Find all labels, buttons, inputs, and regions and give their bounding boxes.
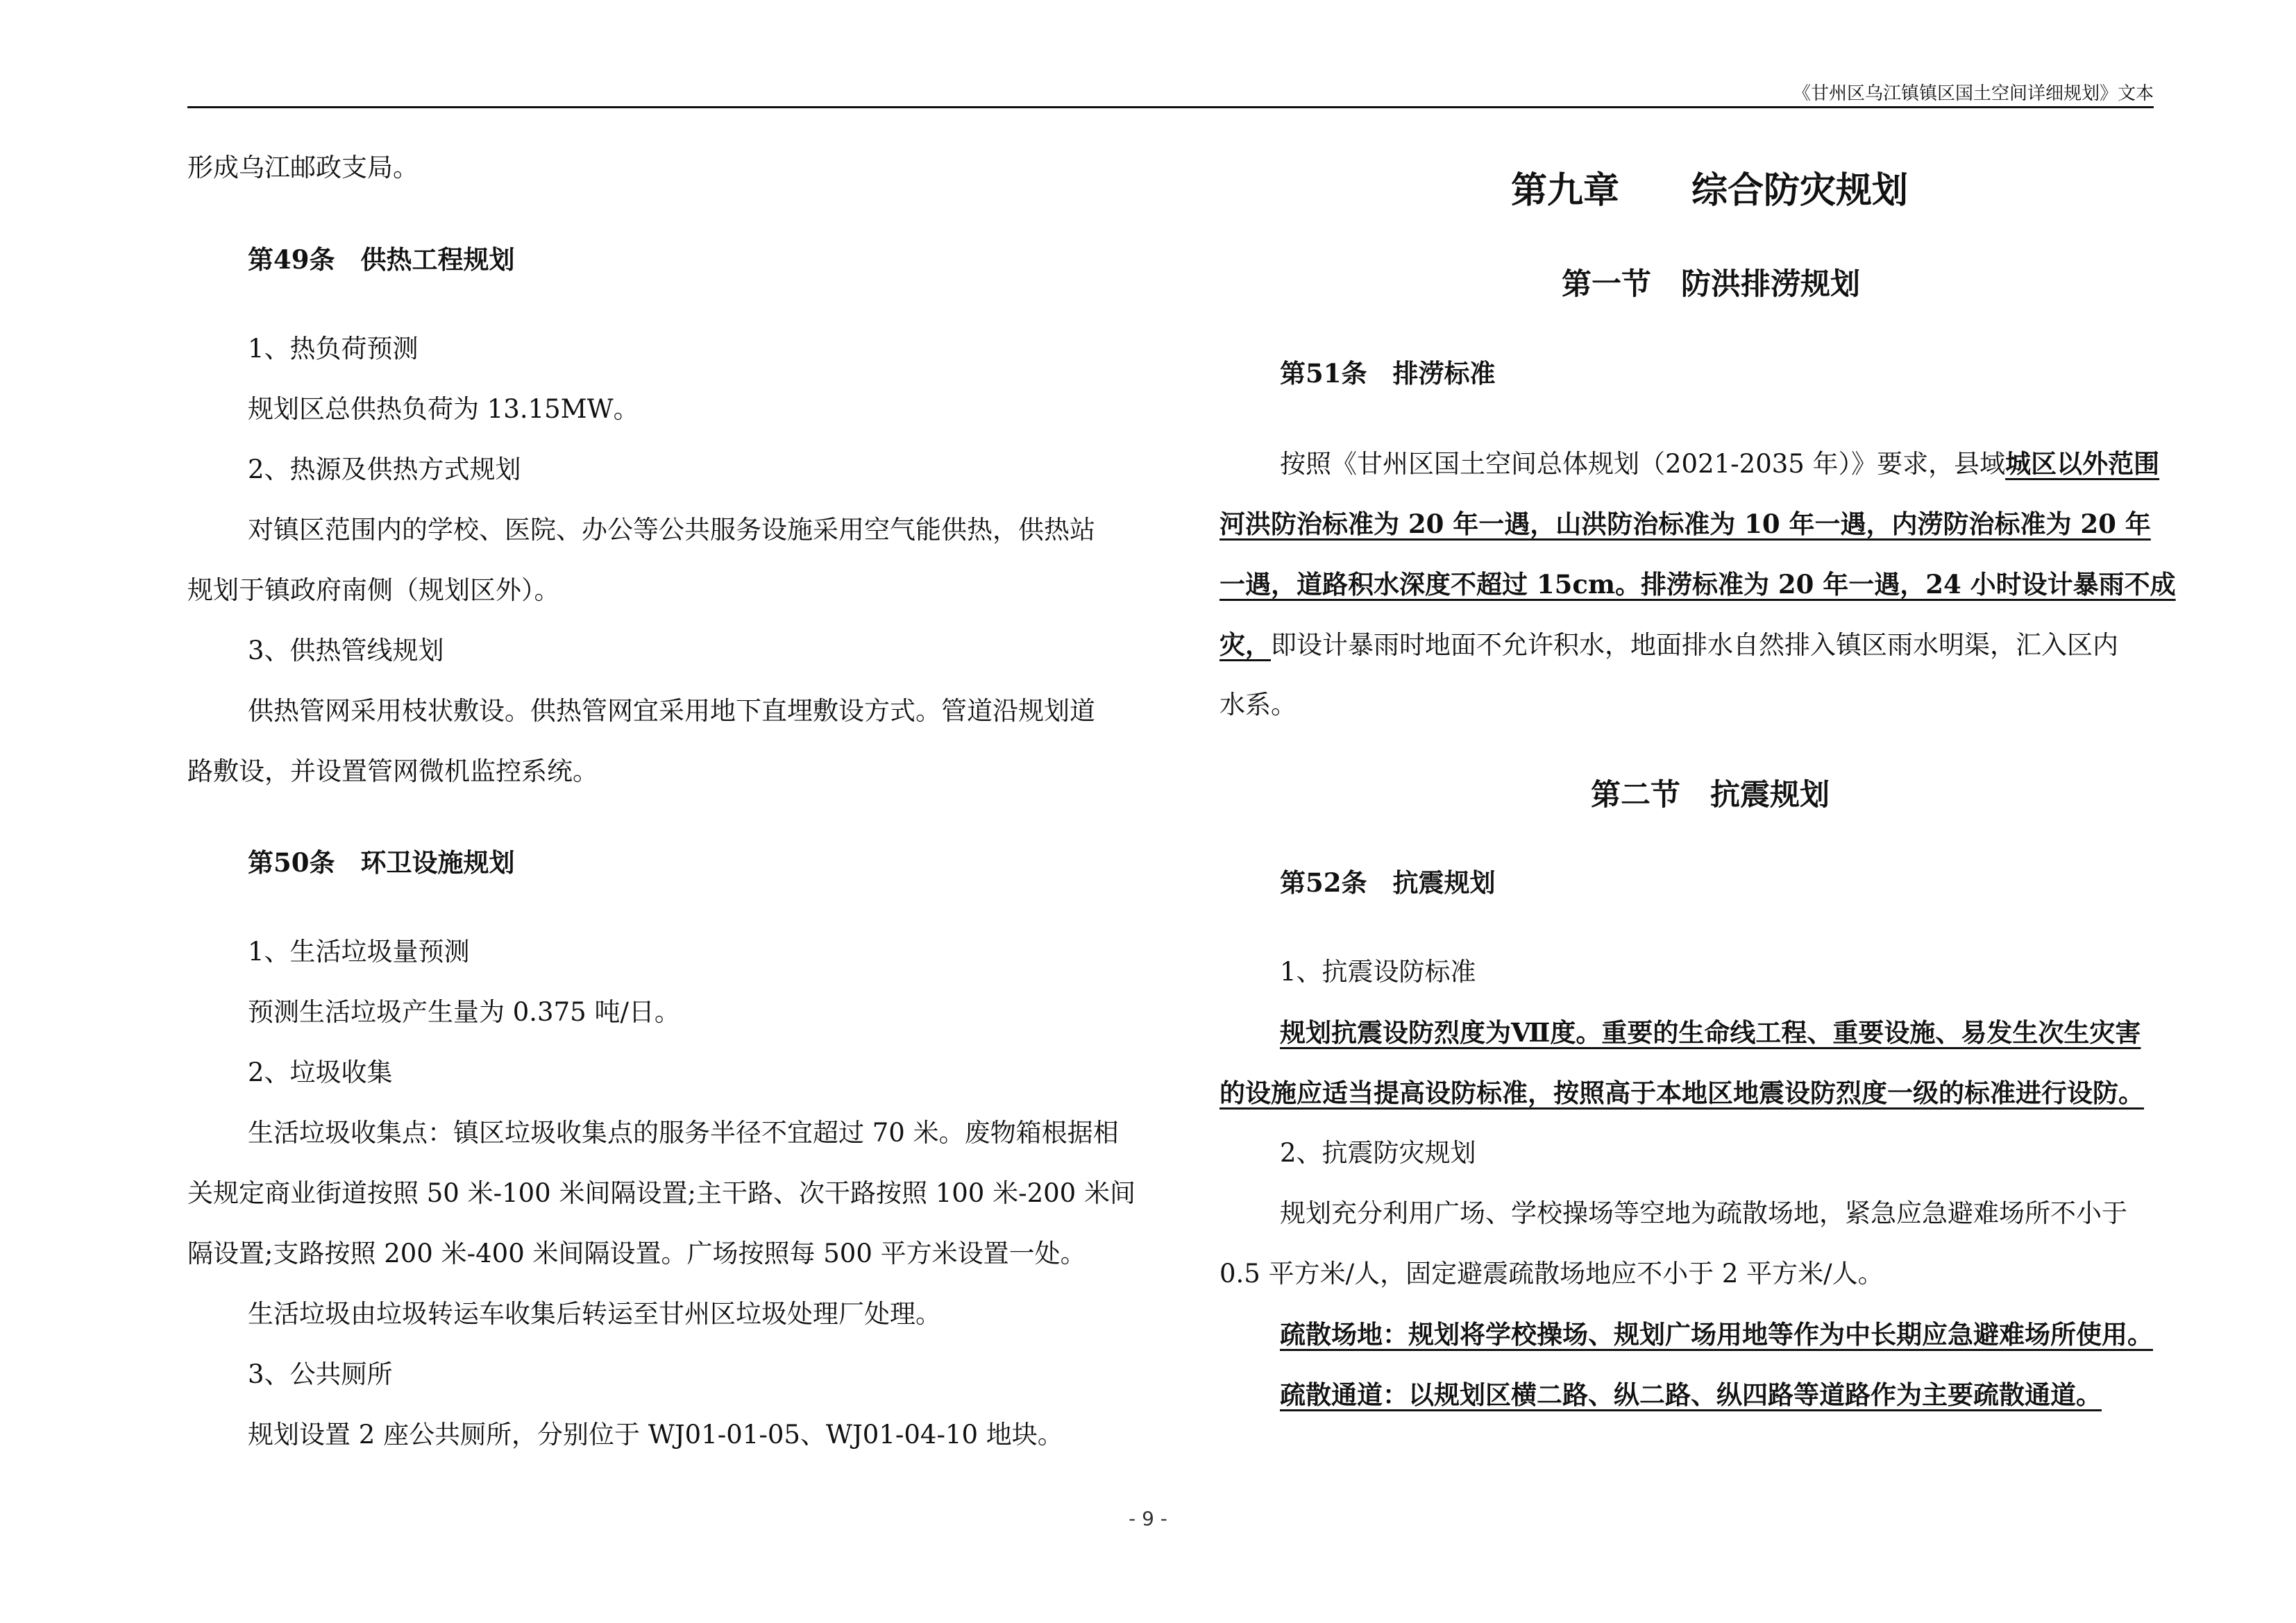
article-50-para-1: 预测生活垃圾产生量为 0.375 吨/日。 [248,997,680,1027]
article-49-para-3a: 供热管网采用枝状敷设。供热管网宜采用地下直埋敷设方式。管道沿规划道 [248,696,1095,726]
article-51-line-1-text: 按照《甘州区国土空间总体规划（2021-2035 年）》要求，县域 [1280,449,2006,479]
article-49-para-3b: 路敷设，并设置管网微机监控系统。 [187,756,598,786]
article-52-para-1: 规划充分利用广场、学校操场等空地为疏散场地，紧急应急避难场所不小于 [1280,1198,2127,1228]
article-50-title: 第50条 环卫设施规划 [248,847,515,878]
article-51-line-1 [1280,443,2159,485]
section-2-title: 第二节 抗震规划 [1591,778,1830,813]
article-50-para-2a: 生活垃圾收集点：镇区垃圾收集点的服务半径不宜超过 70 米。废物箱根据相 [248,1118,1119,1148]
document-header-title: 《甘州区乌江镇镇区国土空间详细规划》文本 [1792,83,2154,104]
article-52-emphasis-3-text: 疏散场地：规划将学校操场、规划广场用地等作为中长期应急避难场所使用。 [1280,1319,2153,1350]
article-52-emphasis-3 [1280,1314,2153,1356]
article-50-para-3: 规划设置 2 座公共厕所，分别位于 WJ01-01-05、WJ01-04-10 地块。 [248,1420,1063,1450]
section-1-title: 第一节 防洪排涝规划 [1562,267,1860,302]
article-52-heading-1: 1、抗震设防标准 [1280,957,1476,987]
article-51-title: 第51条 排涝标准 [1280,358,1496,389]
article-51-line-3 [1219,563,2176,606]
page-number: - 9 - [1129,1507,1167,1530]
article-52-emphasis-2-text: 的设施应适当提高设防标准，按照高于本地区地震设防烈度一级的标准进行设防。 [1219,1078,2144,1108]
article-52-para-2: 0.5 平方米/人，固定避震疏散场地应不小于 2 平方米/人。 [1219,1259,1884,1289]
article-52-emphasis-2 [1219,1072,2144,1114]
article-51-line-4-emphasis: 灾， [1219,629,1271,660]
article-49-heading-3: 3、供热管线规划 [248,636,444,665]
article-51-line-3-emphasis: 一遇，道路积水深度不超过 15cm。排涝标准为 20 年一遇，24 小时设计暴雨不成 [1219,569,2176,600]
article-52-emphasis-1-text: 规划抗震设防烈度为Ⅶ度。重要的生命线工程、重要设施、易发生次生灾害 [1280,1017,2141,1048]
article-51-line-2-emphasis: 河洪防治标准为 20 年一遇，山洪防治标准为 10 年一遇，内涝防治标准为 20 年 [1219,509,2151,539]
article-51-line-4-text: 即设计暴雨时地面不允许积水，地面排水自然排入镇区雨水明渠，汇入区内 [1271,630,2118,660]
article-49-para-2a: 对镇区范围内的学校、医院、办公等公共服务设施采用空气能供热，供热站 [248,515,1095,545]
article-52-title: 第52条 抗震规划 [1280,867,1496,898]
article-49-para-1: 规划区总供热负荷为 13.15MW。 [248,394,639,424]
article-52-heading-2: 2、抗震防灾规划 [1280,1138,1476,1168]
article-52-emphasis-4-text: 疏散通道：以规划区横二路、纵二路、纵四路等道路作为主要疏散通道。 [1280,1379,2102,1410]
article-51-line-5: 水系。 [1219,690,1297,720]
article-50-heading-3: 3、公共厕所 [248,1359,393,1389]
article-49-title: 第49条 供热工程规划 [248,244,515,275]
article-50-para-2d: 生活垃圾由垃圾转运车收集后转运至甘州区垃圾处理厂处理。 [248,1299,941,1329]
article-51-line-2 [1219,503,2151,545]
article-52-emphasis-1 [1280,1012,2141,1054]
article-50-heading-2: 2、垃圾收集 [248,1057,393,1087]
article-52-emphasis-4 [1280,1374,2102,1416]
article-49-heading-1: 1、热负荷预测 [248,334,419,364]
article-49-heading-2: 2、热源及供热方式规划 [248,454,521,484]
article-51-line-1-emphasis: 城区以外范围 [2005,448,2160,479]
article-49-para-2b: 规划于镇政府南侧（规划区外）。 [187,575,560,605]
intro-text: 形成乌江邮政支局。 [187,153,419,182]
article-50-para-2c: 隔设置;支路按照 200 米-400 米间隔设置。广场按照每 500 平方米设置一处。 [187,1239,1086,1268]
article-51-line-4 [1219,624,2118,666]
header-divider [187,106,2154,108]
chapter-title: 第九章 综合防灾规划 [1511,169,1909,212]
article-50-heading-1: 1、生活垃圾量预测 [248,937,470,967]
article-50-para-2b: 关规定商业街道按照 50 米-100 米间隔设置;主干路、次干路按照 100 米-200 米间 [187,1178,1136,1208]
